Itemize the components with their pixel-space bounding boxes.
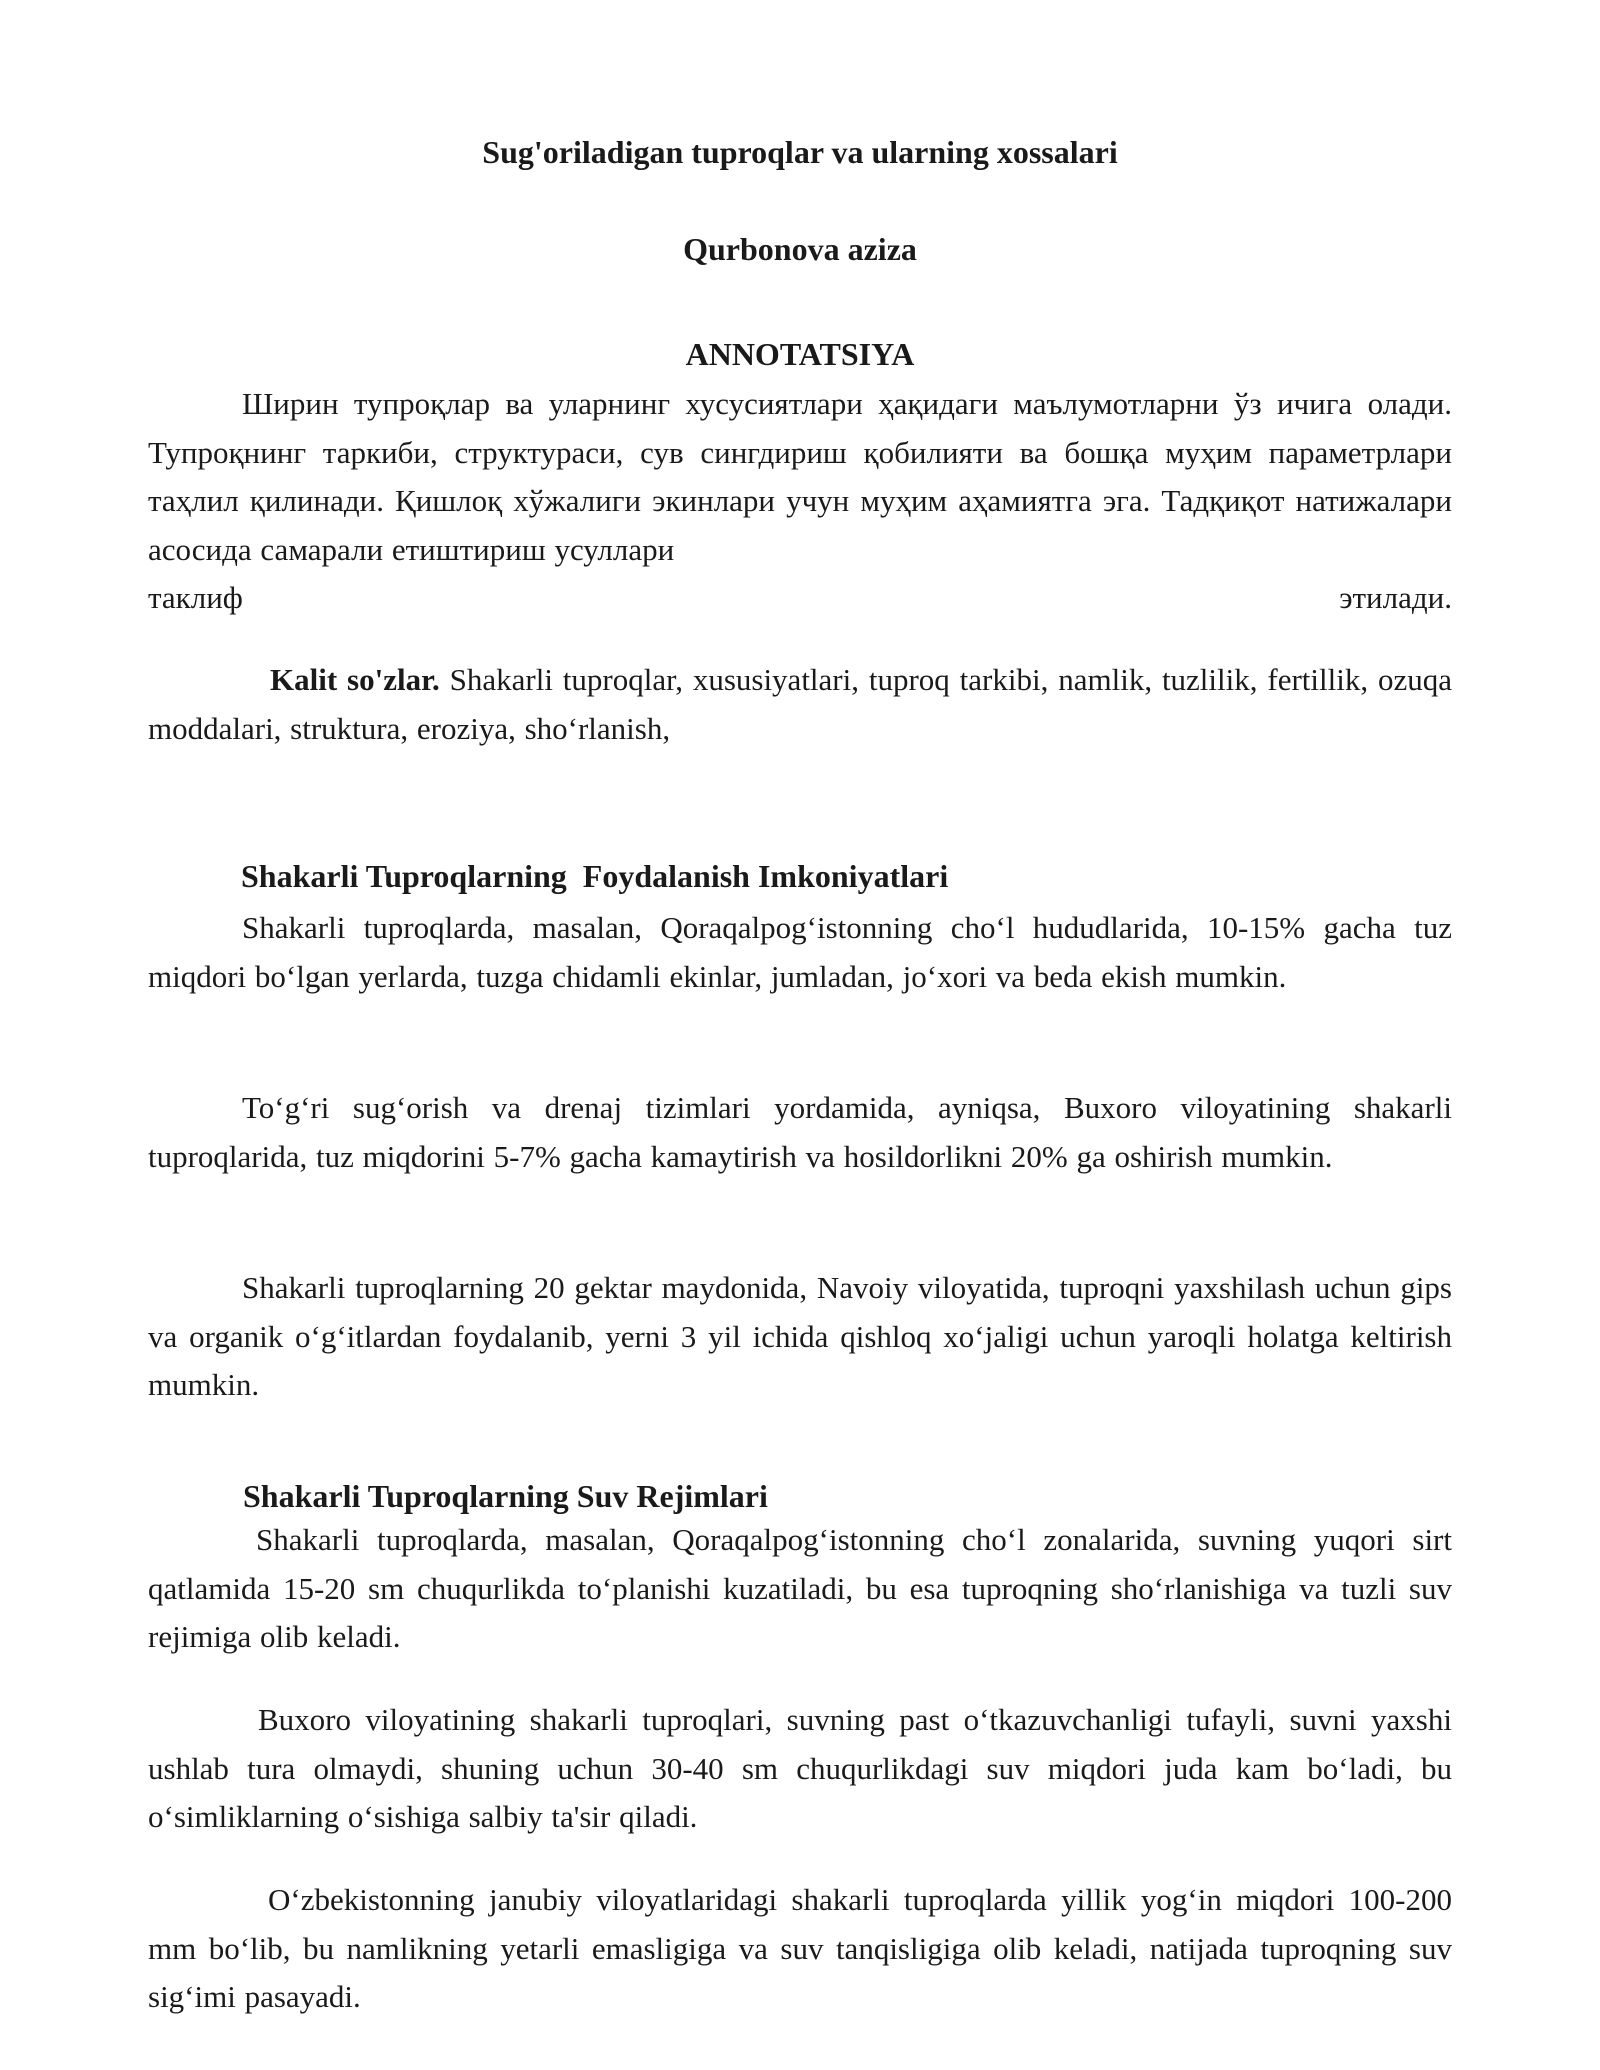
paragraph: Shakarli tuproqlarning 20 gektar maydonida, Navoiy viloyatida, tuproqni yaxshilash uchun gips va organik o‘g‘itlardan foydalanib, yerni 3 yil ichida qishloq xo‘jaligi uchun yaroqli holatga keltirish mumkin. [148,1270,1452,1402]
abstract-heading: ANNOTATSIYA [685,336,915,372]
section-heading-water-regime: Shakarli Tuproqlarning Suv Rejimlari [243,1478,768,1514]
paragraph: Buxoro viloyatining shakarli tuproqlari, suvning past o‘tkazuvchanligi tufayli, suvni yaxshi ushlab tura olmaydi, shuning uchun 30-40 sm chuqurlikdagi suv miqdori juda kam bo‘ladi, bu o‘simliklarning o‘sishiga salbiy ta'sir qiladi. [148,1702,1452,1834]
abstract-body: Ширин тупроқлар ва уларнинг хусусиятлари ҳақидаги маълумотларни ўз ичига олади. Тупроқнинг таркиби, структураси, сув сингдириш қобилияти ва бошқа муҳим параметрлари таҳлил қилинади. Қишлоқ хўжалиги экинлари учун муҳим аҳамиятга эга. Тадқиқот натижалари асосида самарали етиштириш усуллари [148,386,1452,567]
abstract-text [148,380,1452,623]
abstract-last-right: этилади. [1339,580,1452,615]
keywords-label: Kalit so'zlar. [270,662,440,697]
paragraph: To‘g‘ri sug‘orish va drenaj tizimlari yordamida, ayniqsa, Buxoro viloyatining shakarli tuproqlarida, tuz miqdorini 5-7% gacha kamaytirish va hosildorlikni 20% ga oshirish mumkin. [148,1090,1452,1174]
author-name: Qurbonova aziza [683,231,917,267]
paragraph: O‘zbekistonning janubiy viloyatlaridagi shakarli tuproqlarda yillik yog‘in miqdori 100-200 mm bo‘lib, bu namlikning yetarli emasligiga va suv tanqisligiga olib keladi, natijada tuproqning suv sig‘imi pasayadi. [148,1882,1452,2014]
keywords-list: Shakarli tuproqlar, xususiyatlari, tuproq tarkibi, namlik, tuzlilik, fertillik, ozuqa moddalari, struktura, eroziya, sho‘rlanish, [148,662,1452,746]
document-title: Sug'oriladigan tuproqlar va ularning xossalari [482,134,1118,170]
keywords-paragraph [148,656,1452,753]
paragraph: Shakarli tuproqlarda, masalan, Qoraqalpog‘istonning cho‘l hududlarida, 10-15% gacha tuz miqdori bo‘lgan yerlarda, tuzga chidamli ekinlar, jumladan, jo‘xori va beda ekish mumkin. [148,910,1452,994]
abstract-last-line [148,574,1452,623]
paragraph: Shakarli tuproqlarda, masalan, Qoraqalpog‘istonning cho‘l zonalarida, suvning yuqori sirt qatlamida 15-20 sm chuqurlikda to‘planishi kuzatiladi, bu esa tuproqning sho‘rlanishiga va tuzli suv rejimiga olib keladi. [148,1522,1452,1654]
section-heading-usage: Shakarli Tuproqlarning Foydalanish Imkoniyatlari [241,858,949,894]
abstract-last-left: таклиф [148,580,243,615]
